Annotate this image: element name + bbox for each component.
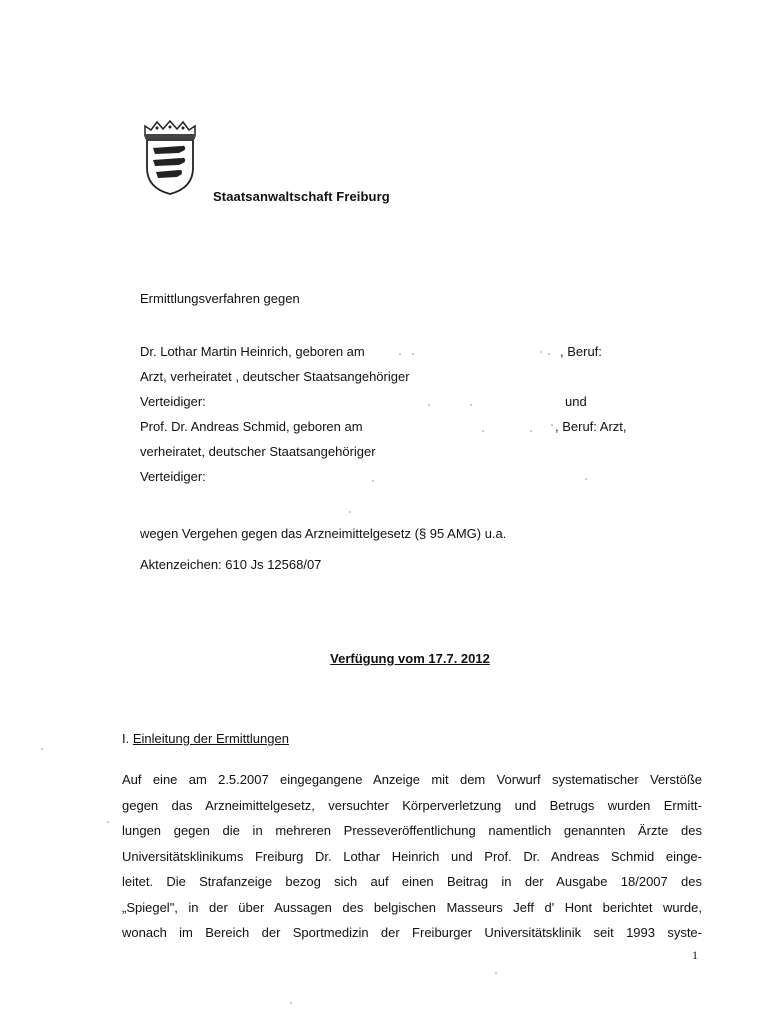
scan-speck [349,511,351,513]
body-line: wonach im Bereich der Sportmedizin der Freiburger Universitätsklinik seit 1993 syste- [122,925,702,940]
page-number: 1 [692,948,698,962]
scan-speck [412,353,414,355]
defendant-1-name: Dr. Lothar Martin Heinrich, geboren am [140,344,365,359]
authority-name: Staatsanwaltschaft Freiburg [213,189,390,204]
section-title: Einleitung der Ermittlungen [132,731,289,746]
section-heading [122,731,289,746]
defendant-2-occupation: , Beruf: Arzt, [555,419,627,434]
scan-speck [530,430,532,432]
defendant-1-counsel: Verteidiger: [140,394,206,409]
defendant-1-occupation-label: , Beruf: [560,344,602,359]
scan-speck [548,353,550,355]
section-body [122,767,702,946]
scan-speck [41,748,43,750]
scan-speck [540,351,542,353]
defendant-2-details: verheiratet, deutscher Staatsangehöriger [140,444,376,459]
ruling-title: Verfügung vom 17.7. 2012 [330,651,490,666]
scan-speck [428,404,430,406]
body-line: gegen das Arzneimittelgesetz, versuchter Körperverletzung und Betrugs wurden Ermitt- [122,797,702,813]
proceedings-intro: Ermittlungsverfahren gegen [140,291,300,306]
body-line: lungen gegen die in mehreren Presseveröffentlichung namentlich genannten Ärzte des [122,823,702,838]
conjunction-and: und [565,394,587,409]
scan-speck [107,821,109,823]
section-number: I. [122,731,133,746]
body-line: „Spiegel", in der über Aussagen des belgischen Masseurs Jeff d' Hont berichtet wurde, [122,899,702,915]
scan-speck [495,972,497,974]
defendant-1-details: Arzt, verheiratet , deutscher Staatsangehöriger [140,369,410,384]
defendant-2-counsel: Verteidiger: [140,469,206,484]
body-line: Universitätsklinikums Freiburg Dr. Lothar Heinrich und Prof. Dr. Andreas Schmid einge- [122,848,702,864]
scan-speck [372,480,374,482]
scan-speck [585,478,587,480]
file-number: Aktenzeichen: 610 Js 12568/07 [140,557,322,572]
body-line: Auf eine am 2.5.2007 eingegangene Anzeige mit dem Vorwurf systematischer Verstöße [122,772,702,787]
baden-wuerttemberg-coat-of-arms-icon [141,120,199,196]
charge-line: wegen Vergehen gegen das Arzneimittelgesetz (§ 95 AMG) u.a. [140,526,507,541]
body-line: leitet. Die Strafanzeige bezog sich auf einen Beitrag in der Ausgabe 18/2007 des [122,874,702,889]
scan-speck [290,1002,292,1004]
defendant-2-name: Prof. Dr. Andreas Schmid, geboren am [140,419,363,434]
scan-speck [470,404,472,406]
scan-speck [551,424,553,426]
scan-speck [482,430,484,432]
scan-speck [399,353,401,355]
